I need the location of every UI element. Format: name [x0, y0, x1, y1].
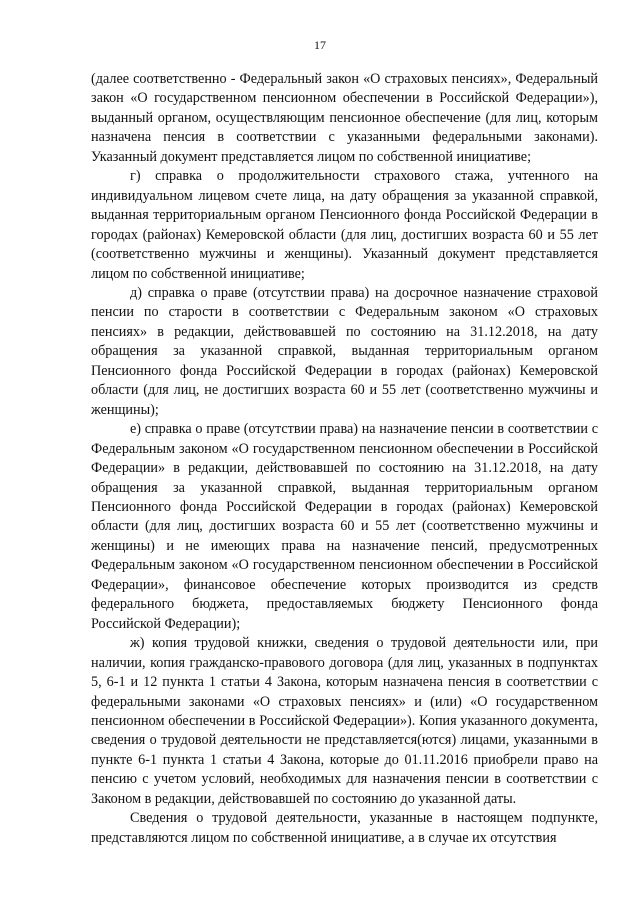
document-body: [91, 70, 598, 848]
paragraph-work-info: Сведения о трудовой деятельности, указанные в настоящем подпункте, представляются лицом по собственной инициативе, а в случае их отсутствия: [91, 810, 598, 846]
paragraph-item-e: е) справка о праве (отсутствии права) на назначение пенсии в соответствии с Федеральным законом «О государственном пенсионном обеспечении в Российской Федерации» в редакции, действовавшей по состоянию на 31.12.2018, на дату обращения за указанной справкой, выданная территориальным органом Пенсионного фонда Российской Федерации в городах (районах) Кемеровской области (для лиц, достигших возраста 60 и 55 лет (соответственно мужчины и женщины) и не имеющих права на назначение пенсий, предусмотренных Федеральным законом «О государственном пенсионном обеспечении в Российской Федерации», финансовое обеспечение которых производится из средств федерального бюджета, предоставляемых бюджету Пенсионного фонда Российской Федерации);: [91, 421, 598, 632]
page-number: 17: [314, 38, 326, 52]
paragraph-item-zh: ж) копия трудовой книжки, сведения о трудовой деятельности или, при наличии, копия гражданско-правового договора (для лиц, указанных в подпунктах 5, 6-1 и 12 пункта 1 статьи 4 Закона, которым назначена пенсия в соответствии с федеральными законами «О страховых пенсиях» и (или) «О государственном пенсионном обеспечении в Российской Федерации»). Копия указанного документа, сведения о трудовой деятельности не представляется(ются) лицами, указанными в пункте 6-1 пункта 1 статьи 4 Закона, которые до 01.11.2016 приобрели право на пенсию с учетом условий, необходимых для назначения пенсии в соответствии с Законом в редакции, действовавшей по состоянию до указанной даты.: [91, 635, 598, 807]
paragraph-continuation: (далее соответственно - Федеральный закон «О страховых пенсиях», Федеральный закон «О государственном пенсионном обеспечении в Российской Федерации»), выданный органом, осуществляющим пенсионное обеспечение (для лиц, которым назначена пенсия в соответствии с указанными федеральными законами). Указанный документ представляется лицом по собственной инициативе;: [91, 71, 598, 165]
paragraph-item-d: д) справка о праве (отсутствии права) на досрочное назначение страховой пенсии по старости в соответствии с Федеральным законом «О страховых пенсиях» в редакции, действовавшей по состоянию на 31.12.2018, на дату обращения за указанной справкой, выданная территориальным органом Пенсионного фонда Российской Федерации в городах (районах) Кемеровской области (для лиц, не достигших возраста 60 и 55 лет (соответственно мужчины и женщины);: [91, 284, 598, 418]
paragraph-item-g: г) справка о продолжительности страхового стажа, учтенного на индивидуальном лицевом счете лица, на дату обращения за указанной справкой, выданная территориальным органом Пенсионного фонда Российской Федерации в городах (районах) Кемеровской области (для лиц, достигших возраста 60 и 55 лет (соответственно мужчины и женщины). Указанный документ представляется лицом по собственной инициативе;: [91, 168, 598, 282]
